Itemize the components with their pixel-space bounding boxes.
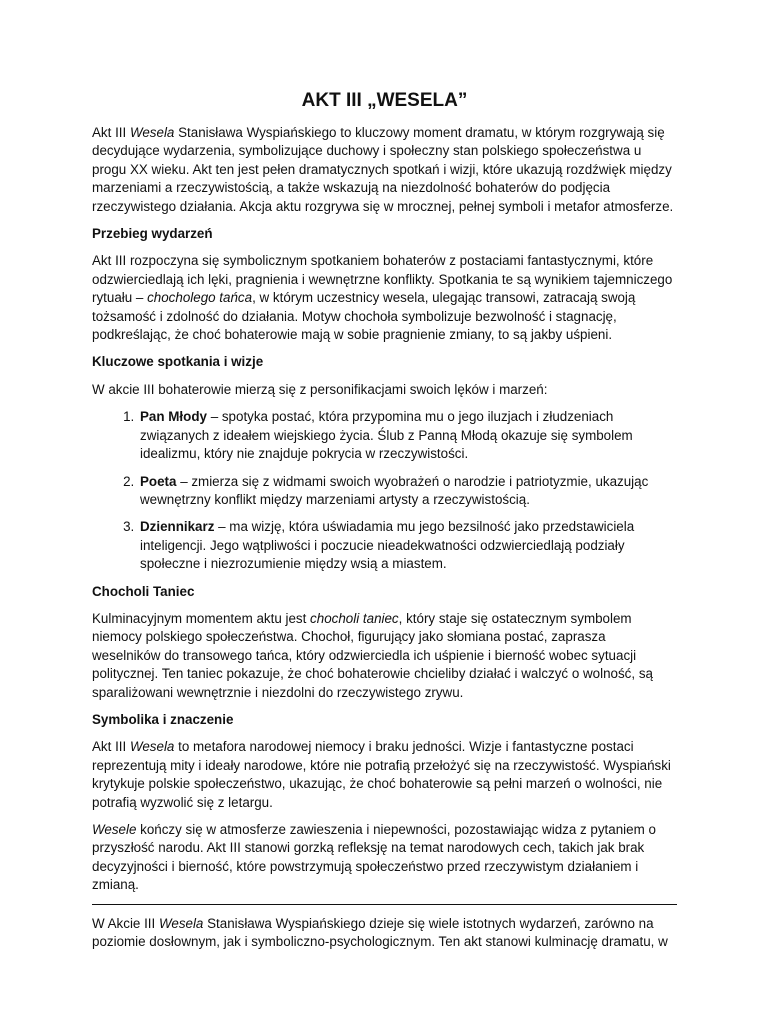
document-page bbox=[92, 88, 677, 960]
section-paragraph-symbolika-2 bbox=[92, 821, 677, 895]
symbolika2-text: kończy się w atmosferze zawieszenia i niepewności, pozostawiając widza z pytaniem o przyszłość narodu. Akt III stanowi gorzką refleksję na temat narodowych cech, takich jak brak decyzyjności i bierność, które powstrzymują społeczeństwo przed rzeczywistym działaniem i zmianą. bbox=[92, 822, 656, 893]
section-paragraph-przebieg bbox=[92, 252, 677, 344]
symbolika2-emphasis: Wesele bbox=[92, 822, 137, 837]
section-heading-taniec: Chocholi Taniec bbox=[92, 583, 195, 599]
document-title: AKT III „WESELA” bbox=[301, 90, 468, 111]
symbolika-text-a: Akt III bbox=[92, 739, 130, 755]
list-item-name: Dziennikarz bbox=[140, 519, 215, 535]
tail-text-b: Stanisława Wyspiańskiego dzieje się wiele istotnych wydarzeń, zarówno na poziomie dosłownym, jak i symboliczno-psychologicznym. Ten akt stanowi kulminację dramatu, w bbox=[92, 915, 668, 950]
list-item-text: – ma wizję, która uświadamia mu jego bezsilność jako przedstawiciela inteligencji. Jego wątpliwości i poczucie nieadekwatności odzwierciedlają podziały społeczne i niezrozumienie między wsią a miastem. bbox=[140, 519, 635, 572]
przebieg-text-b: , w którym uczestnicy wesela, ulegając transowi, zatracają swoją tożsamość i zdolność do działania. Motyw chochoła symbolizuje bezwolność i stagnację, podkreślając, że choć bohaterowie mają w sobie pragnienie zmiany, to są jakby uśpieni. bbox=[92, 290, 636, 343]
taniec-text-b: , który staje się ostatecznym symbolem niemocy polskiego społeczeństwa. Chochoł, figurujący jako słomiana postać, zaprasza weselników do transowego tańca, który odzwierciedla ich uśpienie i bierność wobec sytuacji politycznej. Ten taniec pokazuje, że choć bohaterowie chcieliby działać i walczyć o wolność, są sparaliżowani wewnętrznie i niezdolni do rzeczywistego zrywu. bbox=[92, 610, 653, 700]
section-paragraph-taniec bbox=[92, 610, 677, 702]
intro-text-a: Akt III bbox=[92, 125, 130, 140]
list-item-name: Pan Młody bbox=[140, 409, 207, 425]
list-item-text: – spotyka postać, która przypomina mu o jego iluzjach i złudzeniach związanych z ideałem wiejskiego życia. Ślub z Panną Młodą okazuje się symbolem idealizmu, który nie znajduje pokrycia w rzeczywistości. bbox=[140, 409, 633, 462]
section-paragraph-symbolika-1 bbox=[92, 738, 677, 812]
intro-title-emphasis: Wesela bbox=[129, 125, 175, 140]
przebieg-text-a: Akt III rozpoczyna się symbolicznym spotkaniem bohaterów z postaciami fantastycznymi, które odzwierciedlają ich lęki, pragnienia i wewnętrzne konflikty. Spotkania te są wynikiem tajemniczego rytuału – bbox=[92, 253, 673, 306]
list-item bbox=[138, 518, 677, 573]
intro-paragraph bbox=[92, 124, 677, 216]
list-item bbox=[138, 408, 677, 463]
spotkania-list bbox=[92, 408, 677, 573]
taniec-emphasis: chocholi taniec bbox=[310, 610, 399, 626]
przebieg-emphasis: chocholego tańca bbox=[147, 290, 253, 306]
taniec-text-a: Kulminacyjnym momentem aktu jest bbox=[92, 610, 311, 626]
section-heading-symbolika: Symbolika i znaczenie bbox=[92, 711, 234, 727]
intro-text-b: Stanisława Wyspiańskiego to kluczowy moment dramatu, w którym rozgrywają się decydujące wydarzenia, symbolizujące duchowy i społeczny stan polskiego społeczeństwa u progu XX wieku. Akt ten jest pełen dramatycznych spotkań i wizji, które ukazują rozdźwięk między marzeniami a rzeczywistością, a także wskazują na niezdolność bohaterów do podjęcia rzeczywistego działania. Akcja aktu rozgrywa się w mrocznej, pełnej symboli i metafor atmosferze. bbox=[92, 125, 674, 214]
section-heading-spotkania: Kluczowe spotkania i wizje bbox=[92, 354, 264, 370]
list-item bbox=[138, 473, 677, 510]
tail-text-a: W Akcie III bbox=[92, 915, 159, 931]
symbolika-emphasis: Wesela bbox=[129, 739, 175, 755]
spotkania-intro: W akcie III bohaterowie mierzą się z personifikacjami swoich lęków i marzeń: bbox=[92, 381, 548, 397]
list-item-text: – zmierza się z widmami swoich wyobrażeń o narodzie i patriotyzmie, ukazując wewnętrzny konflikt między marzeniami artysty a rzeczywistością. bbox=[140, 473, 649, 507]
tail-paragraph bbox=[92, 915, 677, 952]
symbolika-text-b: to metafora narodowej niemocy i braku jedności. Wizje i fantastyczne postaci reprezentują mity i ideały narodowe, które nie potrafią przełożyć się na rzeczywistość. Wyspiański krytykuje polskie społeczeństwo, ukazując, że choć bohaterowie są pełni marzeń o wolności, nie potrafią wyzwolić się z letargu. bbox=[92, 739, 671, 810]
list-item-name: Poeta bbox=[140, 473, 177, 489]
section-heading-przebieg: Przebieg wydarzeń bbox=[92, 226, 213, 242]
tail-emphasis: Wesela bbox=[158, 915, 204, 931]
horizontal-divider bbox=[92, 904, 677, 905]
